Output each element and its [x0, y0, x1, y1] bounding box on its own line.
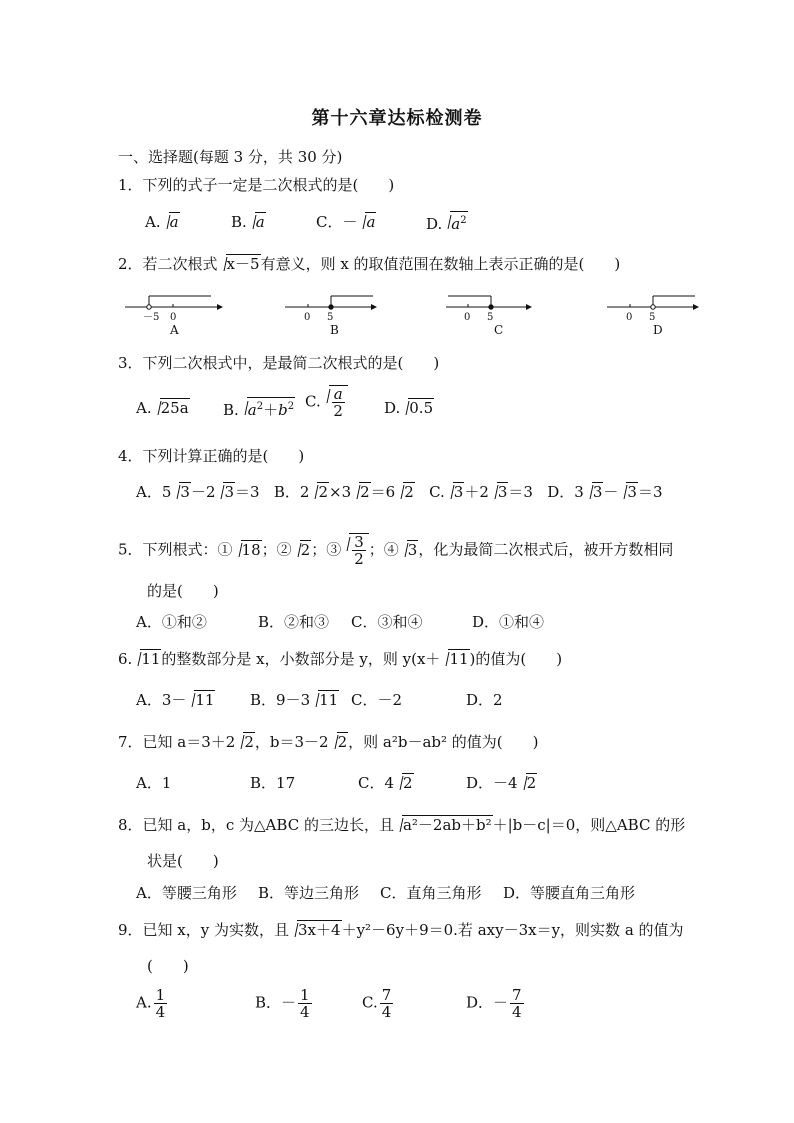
nl-b-tick-2: 5	[327, 312, 334, 323]
q1-option-a: A. a	[145, 213, 179, 231]
nl-a-tick-2: 0	[170, 312, 177, 323]
question-2: 2．若二次根式 x－5有意义，则 x 的取值范围在数轴上表示正确的是( )	[118, 255, 621, 273]
q1-option-b: B. a	[231, 213, 265, 231]
q1-option-c: C．－ a	[316, 213, 376, 231]
nl-c-tick-1: 0	[464, 312, 471, 323]
question-5: 5．下列根式：① 18；② 2；③ $\frac{3}{2}$ ；④ 3，化为最简二次根式后，被开方数相同	[118, 533, 674, 568]
nl-c-tick-2: 5	[487, 312, 494, 323]
q3-option-b: B. $a^2+b^2$	[223, 397, 295, 421]
q4-options: A．5 3－2 3＝3 B．2 2×3 2＝6 2 C. 3＋2 3＝3 D．3 3－ 3＝3	[136, 483, 663, 501]
nl-a-label: A	[170, 323, 179, 337]
question-6: 6. 11的整数部分是 x，小数部分是 y，则 y(x＋ 11)的值为( )	[118, 650, 563, 668]
q6-option-c: C．－2	[351, 691, 403, 709]
nl-d-tick-2: 5	[649, 312, 656, 323]
nl-b-tick-1: 0	[304, 312, 311, 323]
q8-option-d: D．等腰直角三角形	[503, 884, 636, 902]
q3-option-d: D. 0.5	[384, 399, 434, 417]
nl-a-tick-1: －5	[143, 312, 160, 323]
q5-option-b: B．②和③	[258, 613, 330, 631]
q9-option-a: A. $\frac{1}{4}$	[136, 986, 166, 1021]
q1-option-d: D. $a^2$	[426, 211, 468, 235]
section-heading: 一、选择题(每题 3 分，共 30 分)	[118, 148, 343, 166]
q7-option-d: D．－4 2	[466, 774, 537, 792]
number-line-b	[285, 290, 385, 340]
question-7: 7．已知 a＝3＋2 2，b＝3－2 2，则 a²b－ab² 的值为( )	[118, 733, 539, 751]
number-line-a	[125, 290, 225, 340]
page-title: 第十六章达标检测卷	[311, 108, 483, 129]
q7-option-a: A．1	[136, 774, 172, 792]
question-5-cont: 的是( )	[147, 582, 219, 600]
q6-option-a: A．3－ 11	[136, 691, 215, 709]
q8-option-b: B．等边三角形	[258, 884, 360, 902]
question-1: 1．下列的式子一定是二次根式的是( )	[118, 176, 395, 194]
q8-option-a: A．等腰三角形	[136, 884, 237, 902]
number-line-c	[446, 290, 546, 340]
q8-option-c: C．直角三角形	[380, 884, 482, 902]
q3-option-a: A. 25a	[136, 399, 189, 417]
q3-option-c: C. $\frac{a}{2}$	[305, 385, 348, 419]
question-9-cont: ( )	[147, 957, 189, 975]
nl-b-label: B	[330, 323, 339, 337]
q7-option-b: B．17	[250, 774, 296, 792]
question-3: 3．下列二次根式中，是最简二次根式的是( )	[118, 354, 440, 372]
number-line-d	[607, 290, 707, 340]
q5-option-d: D．①和④	[472, 613, 545, 631]
q5-option-a: A．①和②	[136, 613, 207, 631]
nl-d-label: D	[653, 323, 663, 337]
q6-option-d: D．2	[466, 691, 503, 709]
q6-option-b: B．9－3 11	[250, 691, 339, 709]
q7-option-c: C．4 2	[358, 774, 413, 792]
question-8: 8．已知 a，b，c 为△ABC 的三边长，且 a²－2ab＋b²＋|b－c|＝0，则△ABC 的形	[118, 816, 686, 834]
nl-d-tick-1: 0	[626, 312, 633, 323]
q9-option-b: B．－ $\frac{1}{4}$	[255, 986, 310, 1021]
question-9: 9．已知 x，y 为实数，且 3x＋4＋y²－6y＋9＝0.若 axy－3x＝y，则实数 a 的值为	[118, 921, 684, 939]
q9-option-d: D．－ $\frac{7}{4}$	[466, 986, 522, 1021]
q5-option-c: C．③和④	[351, 613, 423, 631]
question-8-cont: 状是( )	[147, 852, 219, 870]
nl-c-label: C	[494, 323, 504, 337]
q9-option-c: C. $\frac{7}{4}$	[362, 986, 392, 1021]
question-4: 4．下列计算正确的是( )	[118, 447, 305, 465]
